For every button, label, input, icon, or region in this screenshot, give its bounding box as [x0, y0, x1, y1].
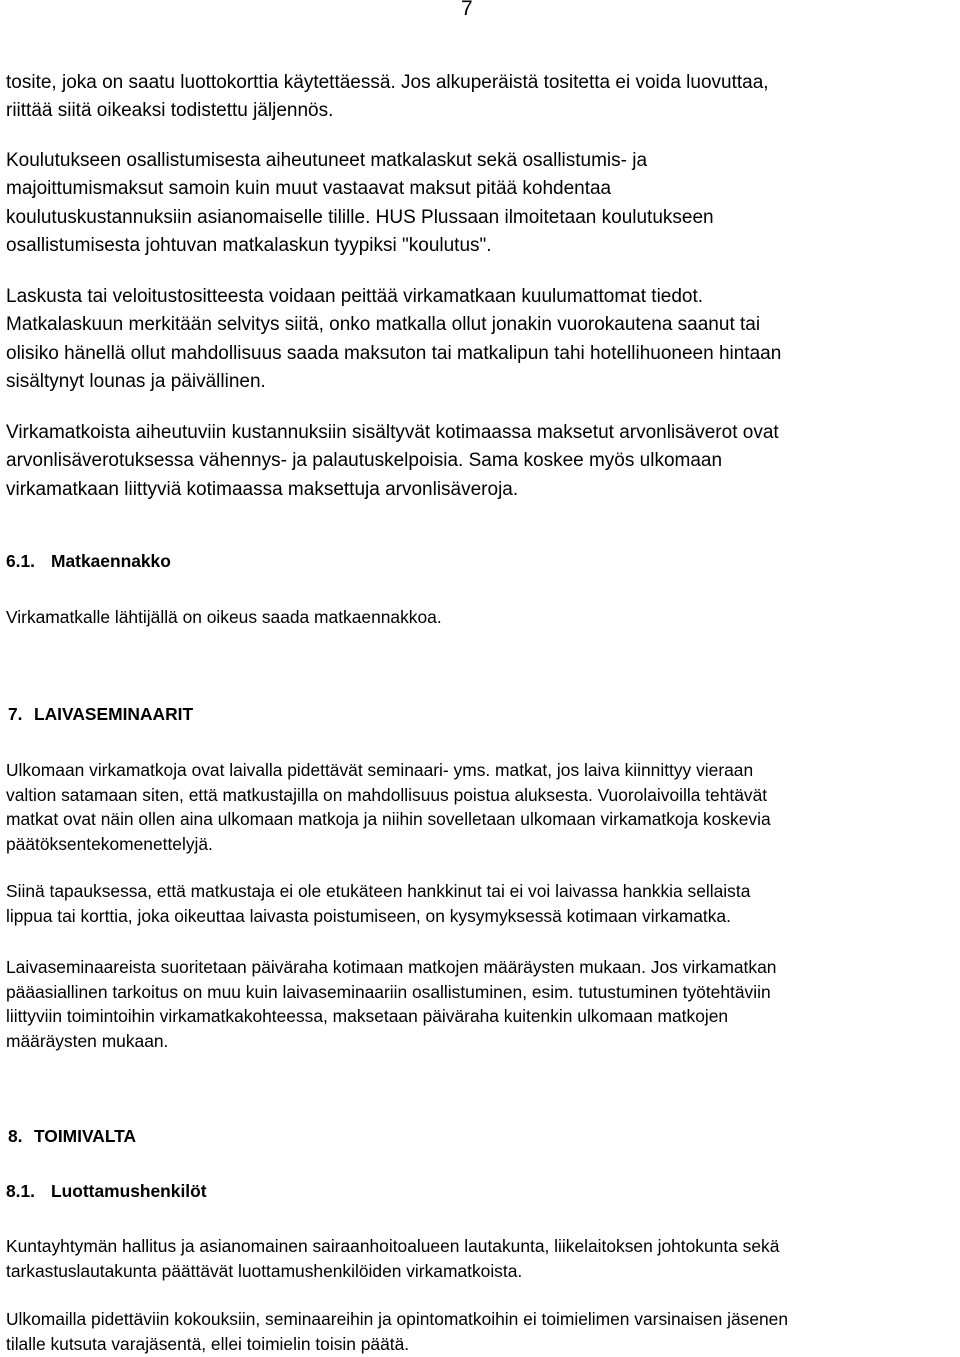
- text-line: liittyviin toimintoihin virkamatkakohteessa, maksetaan päiväraha kuitenkin ulkomaan matkojen: [6, 1006, 729, 1026]
- text-line: virkamatkaan liittyviä kotimaassa maksettuja arvonlisäveroja.: [6, 478, 519, 500]
- paragraph-receipt: [6, 69, 954, 126]
- paragraph-advance: [6, 605, 954, 630]
- text-line: tilalle kutsuta varajäsentä, ellei toimielin toisin päätä.: [6, 1333, 410, 1354]
- text-line: lippua tai korttia, joka oikeuttaa laivasta poistumiseen, on kysymyksessä kotimaan virkamatka.: [6, 905, 731, 926]
- paragraph-vat: [6, 419, 954, 504]
- paragraph-training: [6, 147, 954, 261]
- text-line: majoittumismaksut samoin kuin muut vastaavat maksut pitää kohdentaa: [6, 178, 612, 200]
- page-number: 7: [461, 0, 473, 20]
- paragraph-invoice: [6, 283, 954, 397]
- section-number: 7.: [8, 704, 23, 724]
- section-title: Matkaennakko: [51, 551, 171, 571]
- section-heading-8: [6, 1124, 136, 1148]
- section-title: Luottamushenkilöt: [51, 1181, 207, 1201]
- text-line: riittää siitä oikeaksi todistettu jäljennös.: [6, 100, 334, 122]
- section-title: LAIVASEMINAARIT: [34, 704, 194, 724]
- section-number: 8.1.: [6, 1181, 36, 1201]
- text-line: tosite, joka on saatu luottokorttia käytettäessä. Jos alkuperäistä tositetta ei voida luovuttaa,: [6, 72, 769, 93]
- text-line: tarkastuslautakunta päättävät luottamushenkilöiden virkamatkoista.: [6, 1260, 523, 1281]
- paragraph-daily-allowance: [6, 955, 954, 1053]
- text-line: osallistumisesta johtuvan matkalaskun tyypiksi "koulutus".: [6, 235, 492, 257]
- text-line: pääasiallinen tarkoitus on muu kuin laivaseminaariin osallistuminen, esim. tutustuminen työtehtäviin: [6, 981, 771, 1002]
- section-heading-7: [6, 702, 193, 726]
- text-line: Virkamatkoista aiheutuviin kustannuksiin sisältyvät kotimaassa maksetut arvonlisäverot ovat: [6, 422, 779, 443]
- text-line: päätöksentekomenettelyjä.: [6, 833, 213, 854]
- text-line: Matkalaskuun merkitään selvitys siitä, onko matkalla ollut jonakin vuorokautena saanut tai: [6, 314, 761, 336]
- section-number: 8.: [8, 1126, 23, 1146]
- section-number: 6.1.: [6, 551, 36, 571]
- text-line: koulutuskustannuksiin asianomaiselle tilille. HUS Plussaan ilmoitetaan koulutukseen: [6, 206, 714, 228]
- section-heading-6-1: [6, 549, 171, 573]
- section-heading-8-1: [6, 1179, 207, 1203]
- text-line: Virkamatkalle lähtijällä on oikeus saada matkaennakkoa.: [6, 607, 442, 627]
- text-line: sisältynyt lounas ja päivällinen.: [6, 371, 266, 393]
- text-line: matkat ovat näin ollen aina ulkomaan matkoja ja niihin sovelletaan ulkomaan virkamatkoja koskevia: [6, 809, 771, 829]
- text-line: Ulkomaan virkamatkoja ovat laivalla pidettävät seminaari- yms. matkat, jos laiva kiinnittyy vieraan: [6, 760, 754, 780]
- text-line: Siinä tapauksessa, että matkustaja ei ole etukäteen hankkinut tai ei voi laivassa hankkia sellaista: [6, 881, 751, 901]
- text-line: Laivaseminaareista suoritetaan päiväraha kotimaan matkojen määräysten mukaan. Jos virkamatkan: [6, 957, 777, 977]
- text-line: Ulkomailla pidettäviin kokouksiin, seminaareihin ja opintomatkoihin ei toimielimen varsinaisen jäsenen: [6, 1309, 789, 1329]
- section-title: TOIMIVALTA: [34, 1126, 137, 1146]
- text-line: valtion satamaan siten, että matkustajilla on mahdollisuus poistua aluksesta. Vuorolaivoilla tehtävät: [6, 784, 768, 805]
- text-line: Koulutukseen osallistumisesta aiheutuneet matkalaskut sekä osallistumis- ja: [6, 150, 648, 171]
- paragraph-ship-seminars: [6, 758, 954, 856]
- text-line: Laskusta tai veloitustositteesta voidaan peittää virkamatkaan kuulumattomat tiedot.: [6, 286, 704, 307]
- paragraph-board: [6, 1234, 954, 1283]
- text-line: Kuntayhtymän hallitus ja asianomainen sairaanhoitoalueen lautakunta, liikelaitoksen johtokunta sekä: [6, 1236, 780, 1256]
- text-line: arvonlisäverotuksessa vähennys- ja palautuskelpoisia. Sama koskee myös ulkomaan: [6, 450, 723, 472]
- paragraph-substitute: [6, 1307, 954, 1356]
- text-line: määräysten mukaan.: [6, 1030, 169, 1051]
- paragraph-ticket: [6, 879, 954, 928]
- text-line: olisiko hänellä ollut mahdollisuus saada maksuton tai matkalipun tahi hotellihuoneen hintaan: [6, 342, 782, 364]
